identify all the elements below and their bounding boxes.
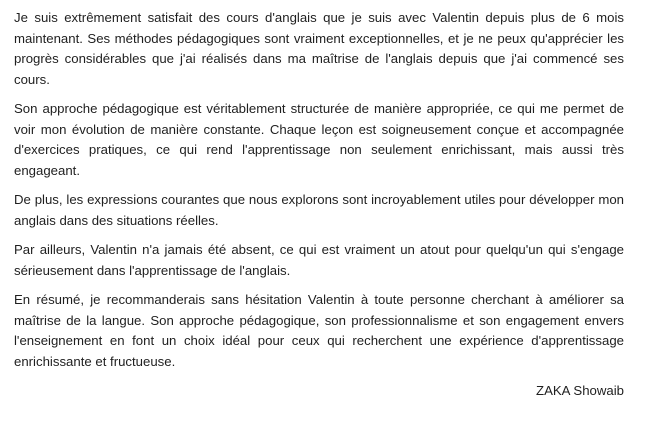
testimonial-paragraph-5: En résumé, je recommanderais sans hésitation Valentin à toute personne cherchant à améliorer sa maîtrise de la langue. Son approche pédagogique, son professionnalisme et son engagement envers l'enseignement en font un choix idéal pour ceux qui recherchent une expérience d'apprentissage enrichissante et fructueuse. bbox=[14, 292, 624, 369]
testimonial-paragraph-2: Son approche pédagogique est véritablement structurée de manière appropriée, ce qui me permet de voir mon évolution de manière constante. Chaque leçon est soigneusement conçue et accompagnée d'exercices pratiques, ce qui rend l'apprentissage non seulement enrichissant, mais aussi très engageant. bbox=[14, 101, 624, 178]
testimonial-paragraph-1: Je suis extrêmement satisfait des cours d'anglais que je suis avec Valentin depuis plus de 6 mois maintenant. Ses méthodes pédagogiques sont vraiment exceptionnelles, et je ne peux qu'apprécier les progrès considérables que j'ai réalisés dans ma maîtrise de l'anglais depuis que j'ai commencé ses cours. bbox=[14, 10, 624, 87]
testimonial-paragraph-4: Par ailleurs, Valentin n'a jamais été absent, ce qui est vraiment un atout pour quelqu'un qui s'engage sérieusement dans l'apprentissage de l'anglais. bbox=[14, 242, 624, 278]
testimonial-paragraph-3: De plus, les expressions courantes que nous explorons sont incroyablement utiles pour développer mon anglais dans des situations réelles. bbox=[14, 192, 624, 228]
signature-name: ZAKA Showaib bbox=[536, 383, 624, 398]
